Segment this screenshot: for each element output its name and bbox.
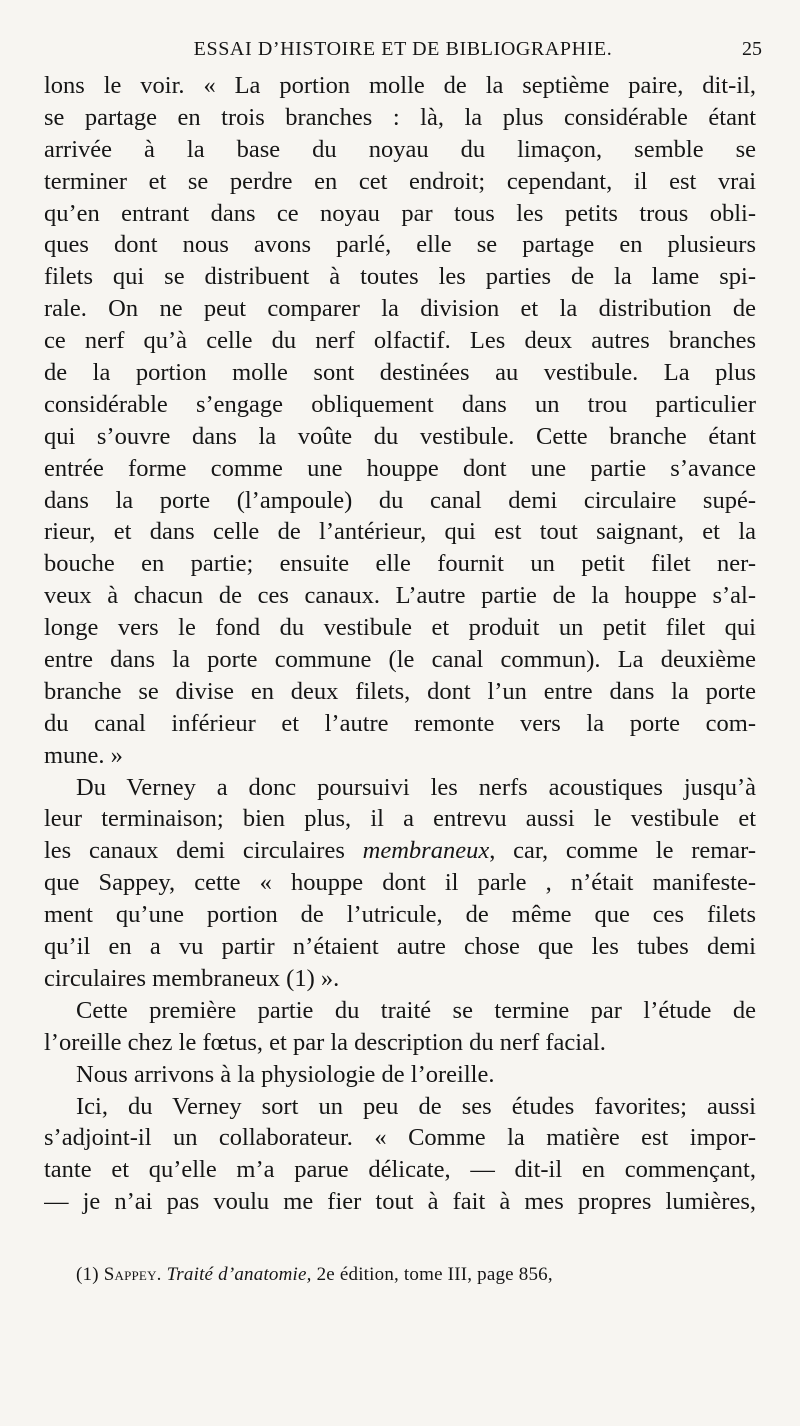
footnote-title: Traité d’anatomie, xyxy=(166,1264,312,1285)
text-line: arrivée à la base du noyau du limaçon, semble se xyxy=(44,135,756,163)
text-line: rale. On ne peut comparer la division et la distribution de xyxy=(44,295,756,323)
text-line: ce nerf qu’à celle du nerf olfactif. Les deux autres branches xyxy=(44,327,756,355)
running-head xyxy=(44,36,762,64)
text-line: Ici, du Verney sort un peu de ses études favorites; aussi xyxy=(76,1092,756,1120)
text-line: leur terminaison; bien plus, il a entrevu aussi le vestibule et xyxy=(44,805,756,833)
footnote-author: Sappey. xyxy=(103,1264,162,1285)
text-line: ques dont nous avons parlé, elle se partage en plusieurs xyxy=(44,231,756,259)
text-line: longe vers le fond du vestibule et produit un petit filet qui xyxy=(44,614,756,642)
text-line: du canal inférieur et l’autre remonte vers la porte com- xyxy=(44,709,756,737)
text-line: qu’il en a vu partir n’étaient autre chose que les tubes demi xyxy=(44,933,756,961)
text-line: terminer et se perdre en cet endroit; cependant, il est vrai xyxy=(44,167,756,195)
text-span: les canaux demi circulaires xyxy=(44,837,345,865)
text-line: circulaires membraneux (1) ». xyxy=(44,964,340,992)
body-text xyxy=(44,70,756,1218)
text-line: qui s’ouvre dans la voûte du vestibule. Cette branche étant xyxy=(44,422,756,450)
text-line: se partage en trois branches : là, la plus considérable étant xyxy=(44,103,756,131)
text-line: que Sappey, cette « houppe dont il parle , n’était manifeste- xyxy=(44,869,756,897)
text-line: dans la porte (l’ampoule) du canal demi circulaire supé- xyxy=(44,486,756,514)
running-title: ESSAI D’HISTOIRE ET DE BIBLIOGRAPHIE. xyxy=(193,38,613,60)
text-line: l’oreille chez le fœtus, et par la description du nerf facial. xyxy=(44,1028,606,1056)
text-line: rieur, et dans celle de l’antérieur, qui est tout saignant, et la xyxy=(44,518,756,546)
footnote-details: 2e édition, tome III, page 856, xyxy=(316,1264,553,1285)
text-line: entrée forme comme une houppe dont une partie s’avance xyxy=(44,454,756,482)
footnote xyxy=(76,1264,756,1286)
italic-term: membraneux xyxy=(362,837,490,865)
footnote-marker: (1) xyxy=(76,1264,99,1285)
text-line: tante et qu’elle m’a parue délicate, — dit-il en commençant, xyxy=(44,1156,756,1184)
text-line: Nous arrivons à la physiologie de l’oreille. xyxy=(76,1060,495,1088)
text-line: Cette première partie du traité se termine par l’étude de xyxy=(76,996,756,1024)
text-line: entre dans la porte commune (le canal commun). La deuxième xyxy=(44,646,756,674)
text-line: lons le voir. « La portion molle de la septième paire, dit-il, xyxy=(44,72,756,99)
text-line: de la portion molle sont destinées au vestibule. La plus xyxy=(44,359,756,387)
text-line: Du Verney a donc poursuivi les nerfs acoustiques jusqu’à xyxy=(76,773,756,801)
text-line: veux à chacun de ces canaux. L’autre partie de la houppe s’al- xyxy=(44,582,756,610)
text-span: , car, comme le remar- xyxy=(489,837,756,865)
page-number: 25 xyxy=(742,38,762,60)
text-line: considérable s’engage obliquement dans un trou particulier xyxy=(44,390,756,418)
text-line-with-italic xyxy=(44,835,756,867)
text-line: s’adjoint-il un collaborateur. « Comme la matière est impor- xyxy=(44,1124,756,1152)
text-line: — je n’ai pas voulu me fier tout à fait à mes propres lumières, xyxy=(44,1188,756,1216)
text-line: mune. » xyxy=(44,741,123,769)
text-line: bouche en partie; ensuite elle fournit un petit filet ner- xyxy=(44,550,756,578)
text-line: ment qu’une portion de l’utricule, de même que ces filets xyxy=(44,901,756,929)
text-line: filets qui se distribuent à toutes les parties de la lame spi- xyxy=(44,263,756,291)
text-line: qu’en entrant dans ce noyau par tous les petits trous obli- xyxy=(44,199,756,227)
text-line: branche se divise en deux filets, dont l’un entre dans la porte xyxy=(44,677,756,705)
